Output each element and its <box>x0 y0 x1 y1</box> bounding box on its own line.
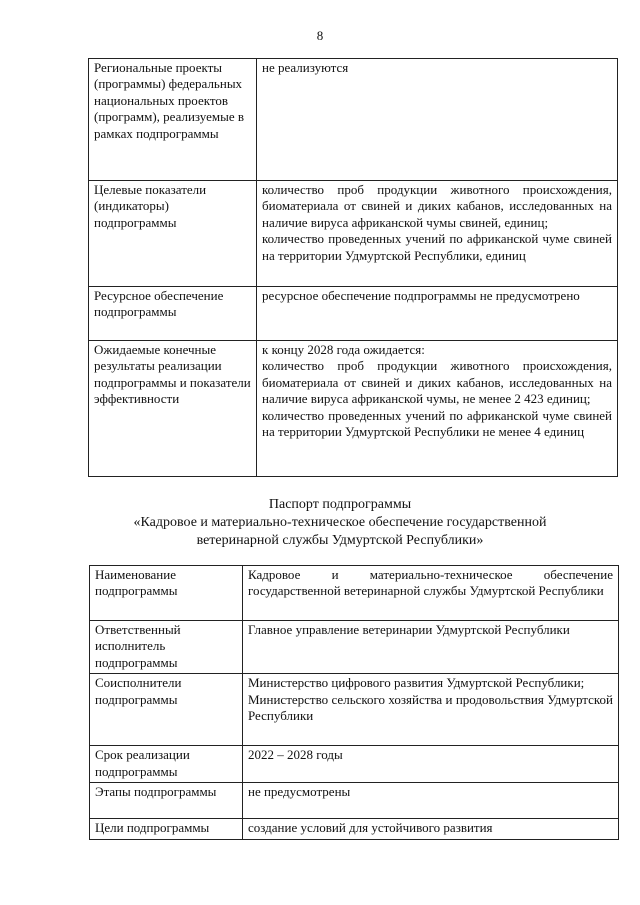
row-label: Ожидаемые конечные результаты реализации подпрограммы и показатели эффективности <box>89 341 257 477</box>
row-value-text: Кадровое и материально-техническое обеспечение государственной ветеринарной службы Удмуртской Республики <box>248 567 613 599</box>
row-value <box>243 621 619 674</box>
page-number: 8 <box>316 28 324 43</box>
row-value <box>243 819 619 840</box>
row-value <box>243 674 619 746</box>
program-table-continued <box>88 58 618 477</box>
row-value <box>257 287 618 341</box>
row-value-text: количество проведенных учений по африканской чуме свиней на территории Удмуртской Республики не менее 4 единиц <box>262 407 612 440</box>
table-row <box>89 59 618 181</box>
row-value <box>243 783 619 819</box>
passport-subtitle-line2: ветеринарной службы Удмуртской Республики» <box>196 533 484 548</box>
row-value-text: количество проб продукции животного происхождения, биоматериала от свиней и диких кабанов, исследованных на наличие вируса африканской чумы, не менее 2 423 единиц; <box>262 358 612 407</box>
passport-heading <box>60 496 620 550</box>
row-value <box>257 59 618 181</box>
row-value-text: количество проб продукции животного происхождения, биоматериала от свиней и диких кабанов, исследованных на наличие вируса африканской чумы свиней, единиц; <box>262 182 612 230</box>
table-row <box>89 341 618 477</box>
row-value-text: создание условий для устойчивого развития <box>248 820 493 836</box>
table-row <box>90 783 619 819</box>
row-value-text: к концу 2028 года ожидается: <box>262 342 425 357</box>
row-label: Ответственный исполнитель подпрограммы <box>90 621 243 674</box>
row-value <box>243 746 619 783</box>
table-row <box>90 746 619 783</box>
row-value <box>257 181 618 287</box>
table-row <box>90 621 619 674</box>
row-value <box>243 566 619 621</box>
row-value-text: не предусмотрены <box>248 784 351 800</box>
row-label: Соисполнители подпрограммы <box>90 674 243 746</box>
row-label: Цели подпрограммы <box>90 819 243 840</box>
table-row <box>90 566 619 621</box>
row-value-text: 2022 – 2028 годы <box>248 747 343 763</box>
row-label: Срок реализации подпрограммы <box>90 746 243 783</box>
row-label: Наименование подпрограммы <box>90 566 243 621</box>
table-row <box>89 287 618 341</box>
row-label: Целевые показатели (индикаторы) подпрограммы <box>89 181 257 287</box>
row-label: Региональные проекты (программы) федеральных национальных проектов (программ), реализуемые в рамках подпрограммы <box>89 59 257 181</box>
row-label: Этапы подпрограммы <box>90 783 243 819</box>
table-row <box>89 181 618 287</box>
row-value <box>257 341 618 477</box>
passport-subtitle-line1: «Кадровое и материально-техническое обеспечение государственной <box>133 515 547 530</box>
table-row <box>90 819 619 840</box>
row-value-text: Главное управление ветеринарии Удмуртской Республики <box>248 622 570 637</box>
passport-title: Паспорт подпрограммы <box>268 497 412 512</box>
row-value-text: количество проведенных учений по африканской чуме свиней на территории Удмуртской Республики, единиц <box>262 231 612 263</box>
row-value-text: Министерство цифрового развития Удмуртской Республики; <box>248 675 585 691</box>
passport-table <box>89 565 619 840</box>
row-value-text: ресурсное обеспечение подпрограммы не предусмотрено <box>262 288 580 303</box>
table-row <box>90 674 619 746</box>
row-label: Ресурсное обеспечение подпрограммы <box>89 287 257 341</box>
row-value-text: не реализуются <box>262 60 349 75</box>
row-value-text: Министерство сельского хозяйства и продовольствия Удмуртской Республики <box>248 691 613 724</box>
